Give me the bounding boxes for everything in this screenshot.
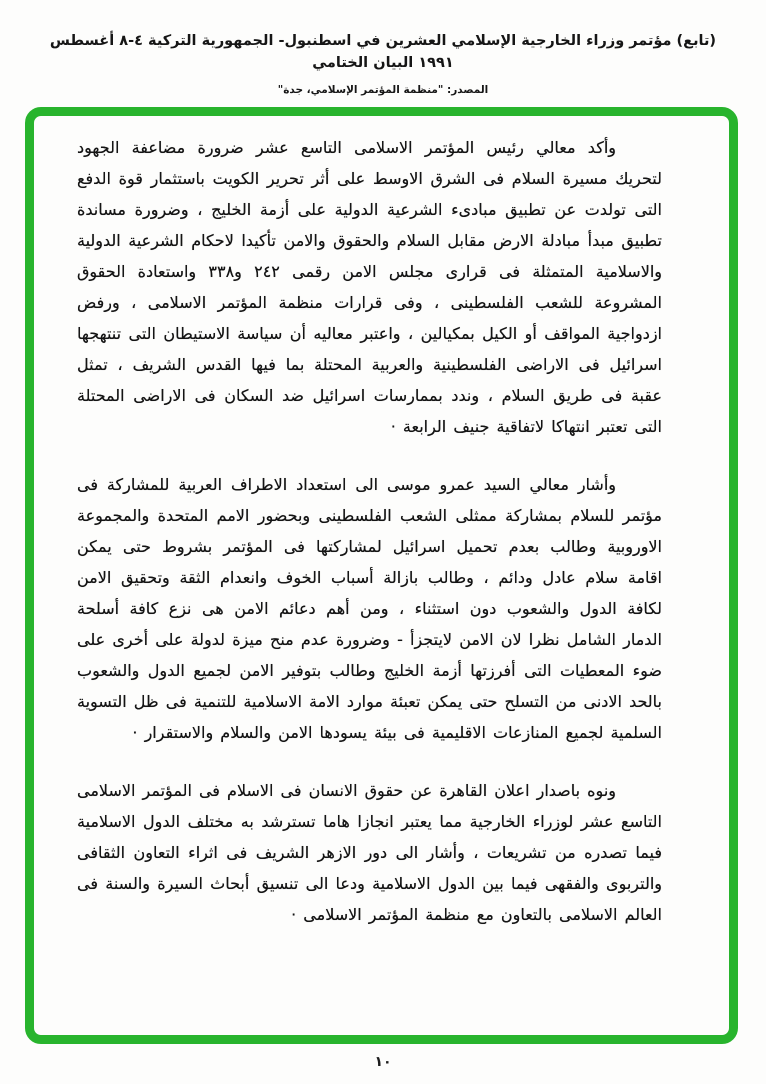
page-number: ١٠ <box>374 1054 392 1070</box>
header-source: المصدر: "منظمة المؤتمر الإسلامي، جدة" <box>277 84 489 96</box>
page-header <box>0 30 766 96</box>
paragraph-2: وأشار معالي السيد عمرو موسى الى استعداد الاطراف العربية للمشاركة فى مؤتمر للسلام بمشاركة ممثلى الشعب الفلسطينى وبحضور الامم المتحدة والمجموعة الاوروبية وطالب بعدم تحميل اسرائيل لمشاركتها فى المؤتمر بشروط حتى يمكن اقامة سلام عادل ودائم ، وطالب بازالة أسباب الخوف وانعدام الثقة وتحقيق الامن لكافة الدول والشعوب دون استثناء ، ومن أهم دعائم الامن هى نزع كافة أسلحة الدمار الشامل نظرا لان الامن لايتجزأ - وضرورة عدم منح ميزة لدولة على أخرى على ضوء المعطيات التى أفرزتها أزمة الخليج وطالب بتوفير الامن لجميع الدول والشعوب بالحد الادنى من التسلح حتى يمكن تعبئة موارد الامة الاسلامية للتنمية فى ظل التسوية السلمية لجميع المنازعات الاقليمية فى بيئة يسودها الامن والسلام والاستقرار · <box>77 475 662 742</box>
document-body <box>25 116 738 1036</box>
paragraph-1: وأكد معالي رئيس المؤتمر الاسلامى التاسع عشر ضرورة مضاعفة الجهود لتحريك مسيرة السلام فى الشرق الاوسط على أثر تحرير الكويت باستثمار قوة الدفع التى تولدت عن تطبيق مبادىء الشرعية الدولية على أزمة الخليج ، وضرورة مساندة تطبيق مبدأ مبادلة الارض مقابل السلام والحقوق والامن تأكيدا لاحكام الشرعية الدولية والاسلامية المتمثلة فى قرارى مجلس الامن رقمى ٢٤٢ و٣٣٨ واستعادة الحقوق المشروعة للشعب الفلسطينى ، وفى قرارات منظمة المؤتمر الاسلامى ، ورفض ازدواجية المواقف أو الكيل بمكيالين ، واعتبر معاليه أن سياسة الاستيطان التى تنتهجها اسرائيل فى الاراضى الفلسطينية والعربية المحتلة بما فيها القدس الشريف ، تمثل عقبة فى طريق السلام ، وندد بممارسات اسرائيل ضد السكان فى الاراضى المحتلة التى تعتبر انتهاكا لاتفاقية جنيف الرابعة · <box>77 138 663 436</box>
paragraph-3: ونوه باصدار اعلان القاهرة عن حقوق الانسان فى الاسلام فى المؤتمر الاسلامى التاسع عشر لوزراء الخارجية مما يعتبر انجازا هاما تسترشد به مختلف الدول الاسلامية فيما تصدره من تشريعات ، وأشار الى دور الازهر الشريف فى اثراء التعاون الثقافى والتربوى والفقهى فيما بين الدول الاسلامية ودعا الى تنسيق أبحاث السيرة والسنة فى العالم الاسلامى بالتعاون مع منظمة المؤتمر الاسلامى · <box>77 781 662 924</box>
header-title: (تابع) مؤتمر وزراء الخارجية الإسلامي العشرين في اسطنبول- الجمهورية التركية ٤-٨ أغسطس ١٩٩١ البيان الختامي <box>49 33 717 71</box>
